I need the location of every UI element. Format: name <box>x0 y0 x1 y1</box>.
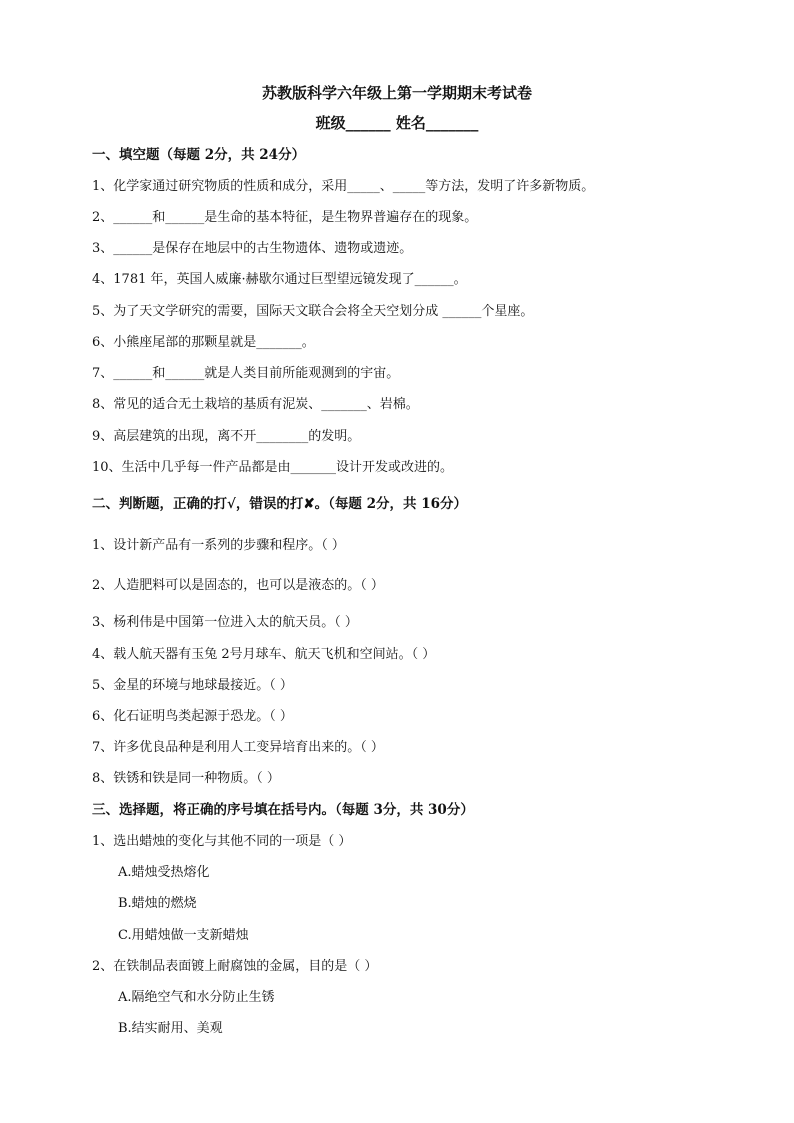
judge-item: 7、许多优良品种是利用人工变异培育出来的。（ ） <box>92 740 384 755</box>
fill-item: 9、高层建筑的出现，离不开________的发明。 <box>92 429 361 444</box>
judge-item: 5、金星的环境与地球最接近。（ ） <box>92 678 293 693</box>
class-name-line: 班级______ 姓名_______ <box>315 114 479 132</box>
section-judge-heading: 二、判断题，正确的打√，错误的打✘。（每题 2分，共 16分） <box>92 496 468 512</box>
fill-item: 5、为了天文学研究的需要，国际天文联合会将全天空划分成 ______个星座。 <box>92 304 534 319</box>
choice-option: B.蜡烛的燃烧 <box>118 896 197 911</box>
judge-item: 6、化石证明鸟类起源于恐龙。（ ） <box>92 709 293 724</box>
section-fill-heading: 一、填空题（每题 2分，共 24分） <box>92 147 306 163</box>
choice-option: B.结实耐用、美观 <box>118 1021 223 1036</box>
section-choice-heading: 三、选择题，将正确的序号填在括号内。（每题 3分，共 30分） <box>92 802 474 818</box>
choice-option: A.隔绝空气和水分防止生锈 <box>118 990 275 1005</box>
choice-question: 2、在铁制品表面镀上耐腐蚀的金属，目的是（ ） <box>92 959 378 974</box>
judge-item: 2、人造肥料可以是固态的，也可以是液态的。（ ） <box>92 578 384 593</box>
choice-option: C.用蜡烛做一支新蜡烛 <box>118 928 249 943</box>
fill-item: 6、小熊座尾部的那颗星就是_______。 <box>92 335 315 350</box>
choice-question: 1、选出蜡烛的变化与其他不同的一项是（ ） <box>92 834 352 849</box>
fill-item: 7、______和______就是人类目前所能观测到的宇宙。 <box>92 366 400 381</box>
fill-item: 10、生活中几乎每一件产品都是由_______设计开发或改进的。 <box>92 460 454 475</box>
judge-item: 8、铁锈和铁是同一种物质。（ ） <box>92 771 280 786</box>
fill-item: 2、______和______是生命的基本特征，是生物界普遍存在的现象。 <box>92 210 478 225</box>
fill-item: 8、常见的适合无土栽培的基质有泥炭、_______、岩棉。 <box>92 397 419 412</box>
fill-item: 4、1781 年，英国人威廉·赫歇尔通过巨型望远镜发现了______。 <box>92 272 467 287</box>
exam-title: 苏教版科学六年级上第一学期期末考试卷 <box>261 84 532 102</box>
fill-item: 1、化学家通过研究物质的性质和成分，采用_____、_____等方法，发明了许多新物质。 <box>92 179 595 194</box>
judge-item: 3、杨利伟是中国第一位进入太的航天员。（ ） <box>92 615 358 630</box>
judge-item: 1、设计新产品有一系列的步骤和程序。（ ） <box>92 538 345 553</box>
judge-item: 4、载人航天器有玉兔 2号月球车、航天飞机和空间站。（ ） <box>92 647 436 662</box>
fill-item: 3、______是保存在地层中的古生物遗体、遗物或遗迹。 <box>92 241 413 256</box>
choice-option: A.蜡烛受热熔化 <box>118 865 210 880</box>
